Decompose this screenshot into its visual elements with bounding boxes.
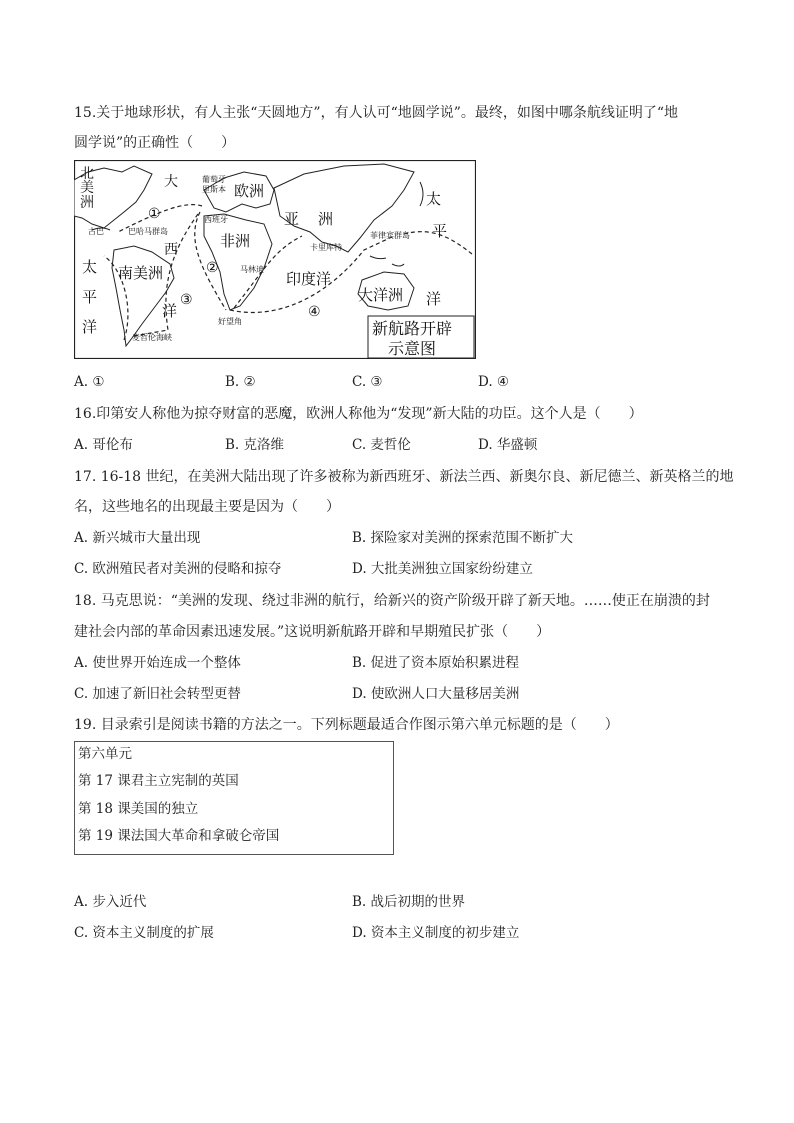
toc-lesson-17: 第 17 课君主立宪制的英国 bbox=[78, 773, 239, 789]
q17-option-a[interactable]: A. 新兴城市大量出现 bbox=[74, 530, 201, 546]
table-of-contents-box bbox=[74, 741, 394, 855]
map-label-malindi: 马林迪 bbox=[240, 265, 264, 274]
q19-option-d[interactable]: D. 资本主义制度的初步建立 bbox=[352, 925, 520, 941]
map-label-pacific-right-3: 洋 bbox=[426, 290, 442, 308]
q19-option-c[interactable]: C. 资本主义制度的扩展 bbox=[74, 925, 214, 941]
q16-stem: 16.印第安人称他为掠夺财富的恶魔，欧洲人称他为“发现”新大陆的功臣。这个人是（ ） bbox=[74, 406, 643, 422]
map-label-lisbon: 里斯本 bbox=[202, 185, 226, 194]
map-label-portugal: 葡萄牙 bbox=[202, 175, 226, 184]
map-label-north-america-3: 洲 bbox=[80, 195, 94, 211]
q19-option-b[interactable]: B. 战后初期的世界 bbox=[352, 894, 466, 910]
new-routes-map bbox=[74, 160, 476, 359]
q18-option-c[interactable]: C. 加速了新旧社会转型更替 bbox=[74, 686, 241, 702]
map-label-philippines: 菲律宾群岛 bbox=[370, 231, 410, 240]
q19-stem: 19. 目录索引是阅读书籍的方法之一。下列标题最适合作图示第六单元标题的是（ ） bbox=[74, 717, 619, 733]
map-label-bahamas: 巴哈马群岛 bbox=[128, 227, 168, 236]
q17-option-b[interactable]: B. 探险家对美洲的探索范围不断扩大 bbox=[352, 530, 574, 546]
map-label-cuba: 古巴 bbox=[88, 227, 104, 236]
map-label-west: 西 bbox=[164, 242, 178, 258]
map-label-pacific-left-2: 平 bbox=[82, 288, 98, 306]
map-label-north-america: 北 bbox=[80, 166, 94, 182]
map-label-indian-ocean: 印度洋 bbox=[286, 270, 332, 288]
map-label-south-america: 南美洲 bbox=[118, 264, 164, 282]
q15-stem-line1: 15.关于地球形状，有人主张“天圆地方”，有人认可“地圆学说”。最终，如图中哪条航线证明了“地 bbox=[74, 105, 679, 121]
map-label-north-america-2: 美 bbox=[80, 180, 94, 196]
q16-option-d[interactable]: D. 华盛顿 bbox=[478, 437, 538, 453]
map-route-1: ① bbox=[148, 206, 161, 222]
q15-option-a[interactable]: A. ① bbox=[74, 374, 105, 390]
map-label-pacific-left-3: 洋 bbox=[82, 318, 98, 336]
q15-option-d[interactable]: D. ④ bbox=[478, 374, 510, 390]
map-label-da: 大 bbox=[164, 174, 178, 190]
q16-option-a[interactable]: A. 哥伦布 bbox=[74, 437, 133, 453]
map-route-2: ② bbox=[206, 260, 219, 276]
q18-option-b[interactable]: B. 促进了资本原始积累进程 bbox=[352, 655, 520, 671]
q16-option-b[interactable]: B. 克洛维 bbox=[225, 437, 285, 453]
map-label-atlantic: 洋 bbox=[162, 302, 178, 320]
map-label-calicut: 卡里库特 bbox=[310, 243, 342, 252]
map-label-oceania: 大洋洲 bbox=[358, 286, 404, 304]
map-route-3: ③ bbox=[180, 292, 193, 308]
q16-option-c[interactable]: C. 麦哲伦 bbox=[352, 437, 411, 453]
map-route-4: ④ bbox=[308, 304, 321, 320]
toc-unit-title: 第六单元 bbox=[78, 746, 132, 762]
q15-option-b[interactable]: B. ② bbox=[225, 374, 256, 390]
map-label-pacific-right-1: 太 bbox=[426, 190, 442, 208]
map-label-europe: 欧洲 bbox=[234, 182, 265, 200]
q18-stem-line2: 建社会内部的革命因素迅速发展。”这说明新航路开辟和早期殖民扩张（ ） bbox=[74, 624, 551, 640]
q17-option-c[interactable]: C. 欧洲殖民者对美洲的侵略和掠夺 bbox=[74, 561, 282, 577]
toc-lesson-19: 第 19 课法国大革命和拿破仑帝国 bbox=[78, 828, 280, 844]
map-label-asia-2: 洲 bbox=[318, 210, 334, 228]
q15-stem-line2: 圆学说”的正确性（ ） bbox=[74, 135, 236, 151]
q15-option-c[interactable]: C. ③ bbox=[352, 374, 383, 390]
toc-lesson-18: 第 18 课美国的独立 bbox=[78, 801, 199, 817]
map-label-magellan: 麦哲伦海峡 bbox=[132, 333, 172, 342]
q18-stem-line1: 18. 马克思说：“美洲的发现、绕过非洲的航行，给新兴的资产阶级开辟了新天地。……使正在崩溃的封 bbox=[74, 593, 710, 609]
map-title-line1: 新航路开辟 bbox=[372, 319, 453, 338]
map-label-cape: 好望角 bbox=[218, 317, 242, 326]
map-label-pacific-right-2: 平 bbox=[432, 222, 448, 240]
q19-option-a[interactable]: A. 步入近代 bbox=[74, 894, 147, 910]
q17-stem-line2: 名，这些地名的出现最主要是因为（ ） bbox=[74, 499, 340, 515]
map-label-spain: 西班牙 bbox=[204, 215, 228, 224]
q18-option-d[interactable]: D. 使欧洲人口大量移居美洲 bbox=[352, 686, 520, 702]
map-label-africa: 非洲 bbox=[220, 232, 251, 250]
q17-stem-line1: 17. 16-18 世纪，在美洲大陆出现了许多被称为新西班牙、新法兰西、新奥尔良、新尼德兰、新英格兰的地 bbox=[74, 469, 734, 485]
map-label-pacific-left-1: 太 bbox=[82, 258, 98, 276]
q17-option-d[interactable]: D. 大批美洲独立国家纷纷建立 bbox=[352, 561, 533, 577]
map-title-line2: 示意图 bbox=[388, 339, 437, 358]
q18-option-a[interactable]: A. 使世界开始连成一个整体 bbox=[74, 655, 241, 671]
map-label-asia: 亚 bbox=[284, 210, 300, 228]
